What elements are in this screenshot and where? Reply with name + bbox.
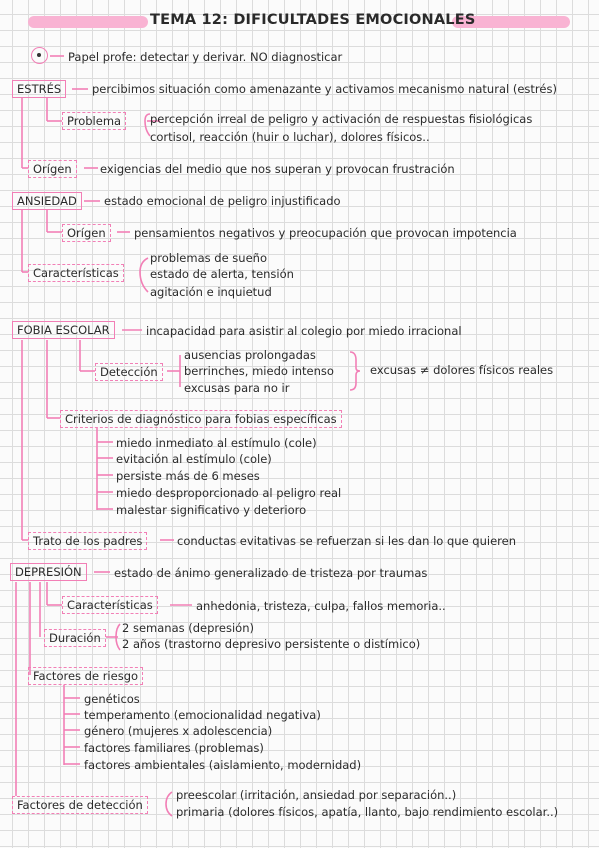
fobia-deteccion-item: excusas para no ir: [184, 381, 290, 395]
fobia-criterio-item: malestar significativo y deterioro: [116, 503, 307, 517]
depresion-factor-item: genéticos: [84, 692, 140, 706]
fobia-definition: incapacidad para asistir al colegio por miedo irracional: [146, 324, 462, 338]
fobia-deteccion-item: ausencias prolongadas: [184, 348, 316, 362]
estres-problema-2: cortisol, reacción (huir o luchar), dolores físicos..: [150, 130, 430, 144]
ansiedad-caract-item: problemas de sueño: [150, 251, 267, 265]
depresion-duracion-item: 2 semanas (depresión): [122, 621, 254, 635]
depresion-definition: estado de ánimo generalizado de tristeza por traumas: [114, 566, 428, 580]
fobia-criterio-item: evitación al estímulo (cole): [116, 452, 272, 466]
estres-problema-1: percepción irreal de peligro y activación de respuestas fisiológicas: [150, 112, 533, 126]
estres-origen: exigencias del medio que nos superan y provocan frustración: [100, 162, 455, 176]
estres-problema-label: Problema: [62, 112, 126, 130]
depresion-duracion-label: Duración: [44, 629, 106, 647]
ansiedad-caract-item: estado de alerta, tensión: [150, 267, 294, 281]
ansiedad-caract-item: agitación e inquietud: [150, 285, 272, 299]
ansiedad-definition: estado emocional de peligro injustificado: [104, 194, 341, 208]
depresion-caract-label: Características: [62, 596, 158, 614]
fobia-criterio-item: miedo inmediato al estímulo (cole): [116, 436, 317, 450]
fobia-criterio-item: persiste más de 6 meses: [116, 469, 260, 483]
bullet-icon: [31, 47, 48, 64]
estres-definition: percibimos situación como amenazante y activamos mecanismo natural (estrés): [92, 82, 557, 96]
depresion-factores-label: Factores de riesgo: [28, 667, 143, 685]
ansiedad-origen: pensamientos negativos y preocupación que provocan impotencia: [134, 226, 517, 240]
ansiedad-caract-label: Características: [28, 264, 124, 282]
depresion-duracion-item: 2 años (trastorno depresivo persistente o distímico): [122, 637, 421, 651]
depresion-detec-label: Factores de detección: [12, 796, 148, 814]
title-highlight-left: [28, 16, 148, 28]
estres-origen-label: Orígen: [28, 160, 77, 178]
depresion-factor-item: factores ambientales (aislamiento, modernidad): [84, 758, 362, 772]
depresion-factor-item: factores familiares (problemas): [84, 741, 264, 755]
fobia-excusas-note: excusas ≠ dolores físicos reales: [370, 363, 554, 377]
depresion-factor-item: género (mujeres x adolescencia): [84, 724, 273, 738]
depresion-label: DEPRESIÓN: [10, 563, 87, 581]
depresion-detec-item: primaria (dolores físicos, apatía, llanto, bajo rendimiento escolar..): [176, 805, 559, 819]
estres-label: ESTRÉS: [12, 80, 66, 98]
depresion-factor-item: temperamento (emocionalidad negativa): [84, 708, 321, 722]
fobia-padres: conductas evitativas se refuerzan si les dan lo que quieren: [177, 534, 516, 548]
depresion-caract: anhedonia, tristeza, culpa, fallos memoria..: [196, 599, 446, 613]
fobia-criterio-item: miedo desproporcionado al peligro real: [116, 486, 342, 500]
intro-note: Papel profe: detectar y derivar. NO diagnosticar: [68, 50, 343, 64]
page-title: TEMA 12: DIFICULTADES EMOCIONALES: [150, 12, 476, 28]
fobia-padres-label: Trato de los padres: [28, 532, 147, 550]
ansiedad-origen-label: Orígen: [62, 224, 111, 242]
ansiedad-label: ANSIEDAD: [12, 192, 82, 210]
fobia-deteccion-label: Detección: [95, 363, 163, 381]
fobia-label: FOBIA ESCOLAR: [12, 321, 115, 339]
fobia-criterios-label: Criterios de diagnóstico para fobias específicas: [60, 410, 342, 428]
depresion-detec-item: preescolar (irritación, ansiedad por separación..): [176, 788, 457, 802]
fobia-deteccion-item: berrinches, miedo intenso: [184, 364, 334, 378]
